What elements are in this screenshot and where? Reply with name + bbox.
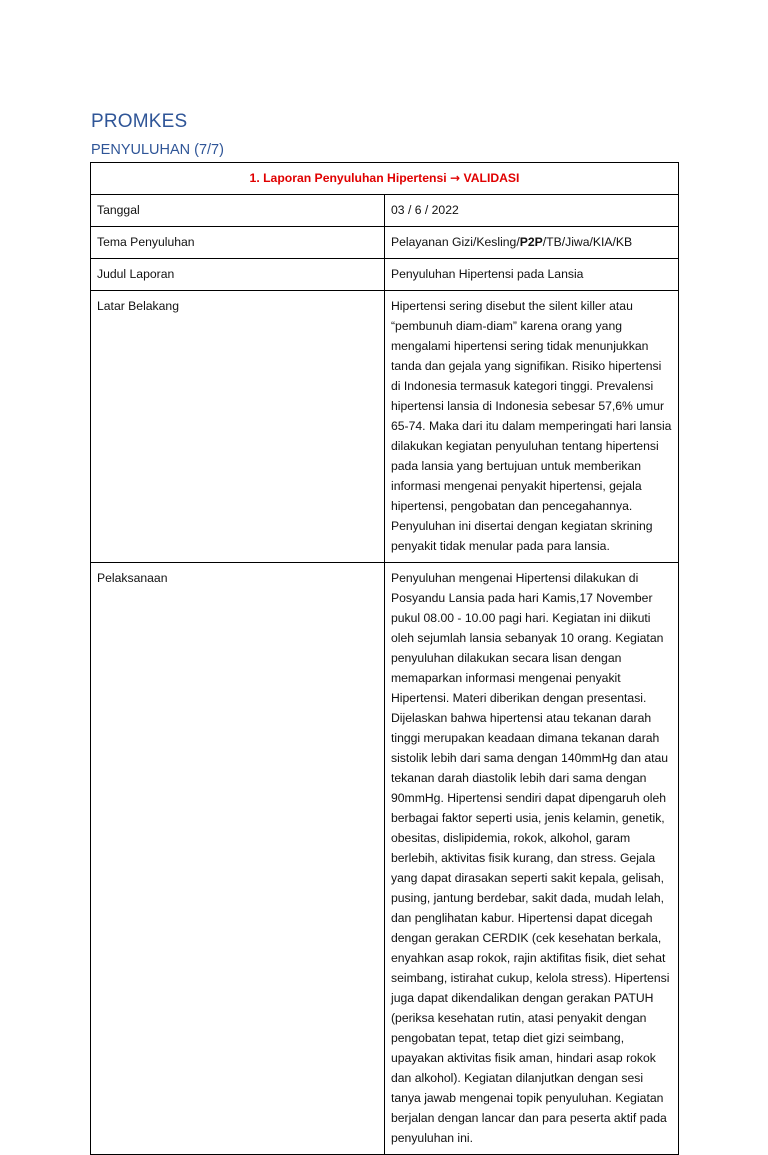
table-row-tema [91,227,679,259]
row-value-judul: Penyuluhan Hipertensi pada Lansia [385,259,679,291]
tema-value-selected: P2P [519,235,543,249]
table-title [91,163,679,195]
table-title-suffix: VALIDASI [463,171,520,185]
row-label-pelaksanaan: Pelaksanaan [91,563,385,1155]
page-heading: PROMKES [91,111,188,132]
table-row-pelaksanaan [91,563,679,1155]
row-value-latar-belakang: Hipertensi sering disebut the silent killer atau “pembunuh diam-diam” karena orang yang mengalami hipertensi sering tidak menunjukkan tanda dan gejala yang signifikan. Risiko hipertensi di Indonesia termasuk kategori tinggi. Prevalensi hipertensi lansia di Indonesia sebesar 57,6% umur 65-74. Maka dari itu dalam memperingati hari lansia dilakukan kegiatan penyuluhan tentang hipertensi pada lansia yang bertujuan untuk memberikan informasi mengenai penyakit hipertensi, gejala hipertensi, pengobatan dan pencegahannya. Penyuluhan ini disertai dengan kegiatan skrining penyakit tidak menular pada para lansia. [385,291,679,563]
right-arrow-icon: → [450,171,461,185]
page-subheading: PENYULUHAN (7/7) [91,142,224,158]
table-row-judul [91,259,679,291]
row-value-tema [385,227,679,259]
row-value-tanggal: 03 / 6 / 2022 [385,195,679,227]
row-label-latar-belakang: Latar Belakang [91,291,385,563]
tema-value-before: Pelayanan Gizi/Kesling/ [391,235,520,249]
report-table [90,162,679,1155]
row-label-judul: Judul Laporan [91,259,385,291]
table-row-latar-belakang [91,291,679,563]
row-label-tanggal: Tanggal [91,195,385,227]
row-value-pelaksanaan: Penyuluhan mengenai Hipertensi dilakukan di Posyandu Lansia pada hari Kamis,17 November pukul 08.00 - 10.00 pagi hari. Kegiatan ini diikuti oleh sejumlah lansia sebanyak 10 orang. Kegiatan penyuluhan dilakukan secara lisan dengan memaparkan informasi mengenai penyakit Hipertensi. Materi diberikan dengan presentasi. Dijelaskan bahwa hipertensi atau tekanan darah tinggi merupakan keadaan dimana tekanan darah sistolik lebih dari sama dengan 140mmHg dan atau tekanan darah diastolik lebih dari sama dengan 90mmHg. Hipertensi sendiri dapat dipengaruh oleh berbagai faktor seperti usia, jenis kelamin, genetik, obesitas, dislipidemia, rokok, alkohol, garam berlebih, aktivitas fisik kurang, dan stress. Gejala yang dapat dirasakan seperti sakit kepala, gelisah, pusing, jantung berdebar, sakit dada, mudah lelah, dan penglihatan kabur. Hipertensi dapat dicegah dengan gerakan CERDIK (cek kesehatan berkala, enyahkan asap rokok, rajin aktifitas fisik, diet sehat seimbang, istirahat cukup, kelola stress). Hipertensi juga dapat dikendalikan dengan gerakan PATUH (periksa kesehatan rutin, atasi penyakit dengan pengobatan tepat, tetap diet gizi seimbang, upayakan aktivitas fisik aman, hindari asap rokok dan alkohol). Kegiatan dilanjutkan dengan sesi tanya jawab mengenai topik penyuluhan. Kegiatan berjalan dengan lancar dan para peserta aktif pada penyuluhan ini. [385,563,679,1155]
table-title-row [91,163,679,195]
table-row-tanggal [91,195,679,227]
row-label-tema: Tema Penyuluhan [91,227,385,259]
table-title-prefix: 1. Laporan Penyuluhan Hipertensi [249,171,447,185]
tema-value-after: /TB/Jiwa/KIA/KB [542,235,633,249]
